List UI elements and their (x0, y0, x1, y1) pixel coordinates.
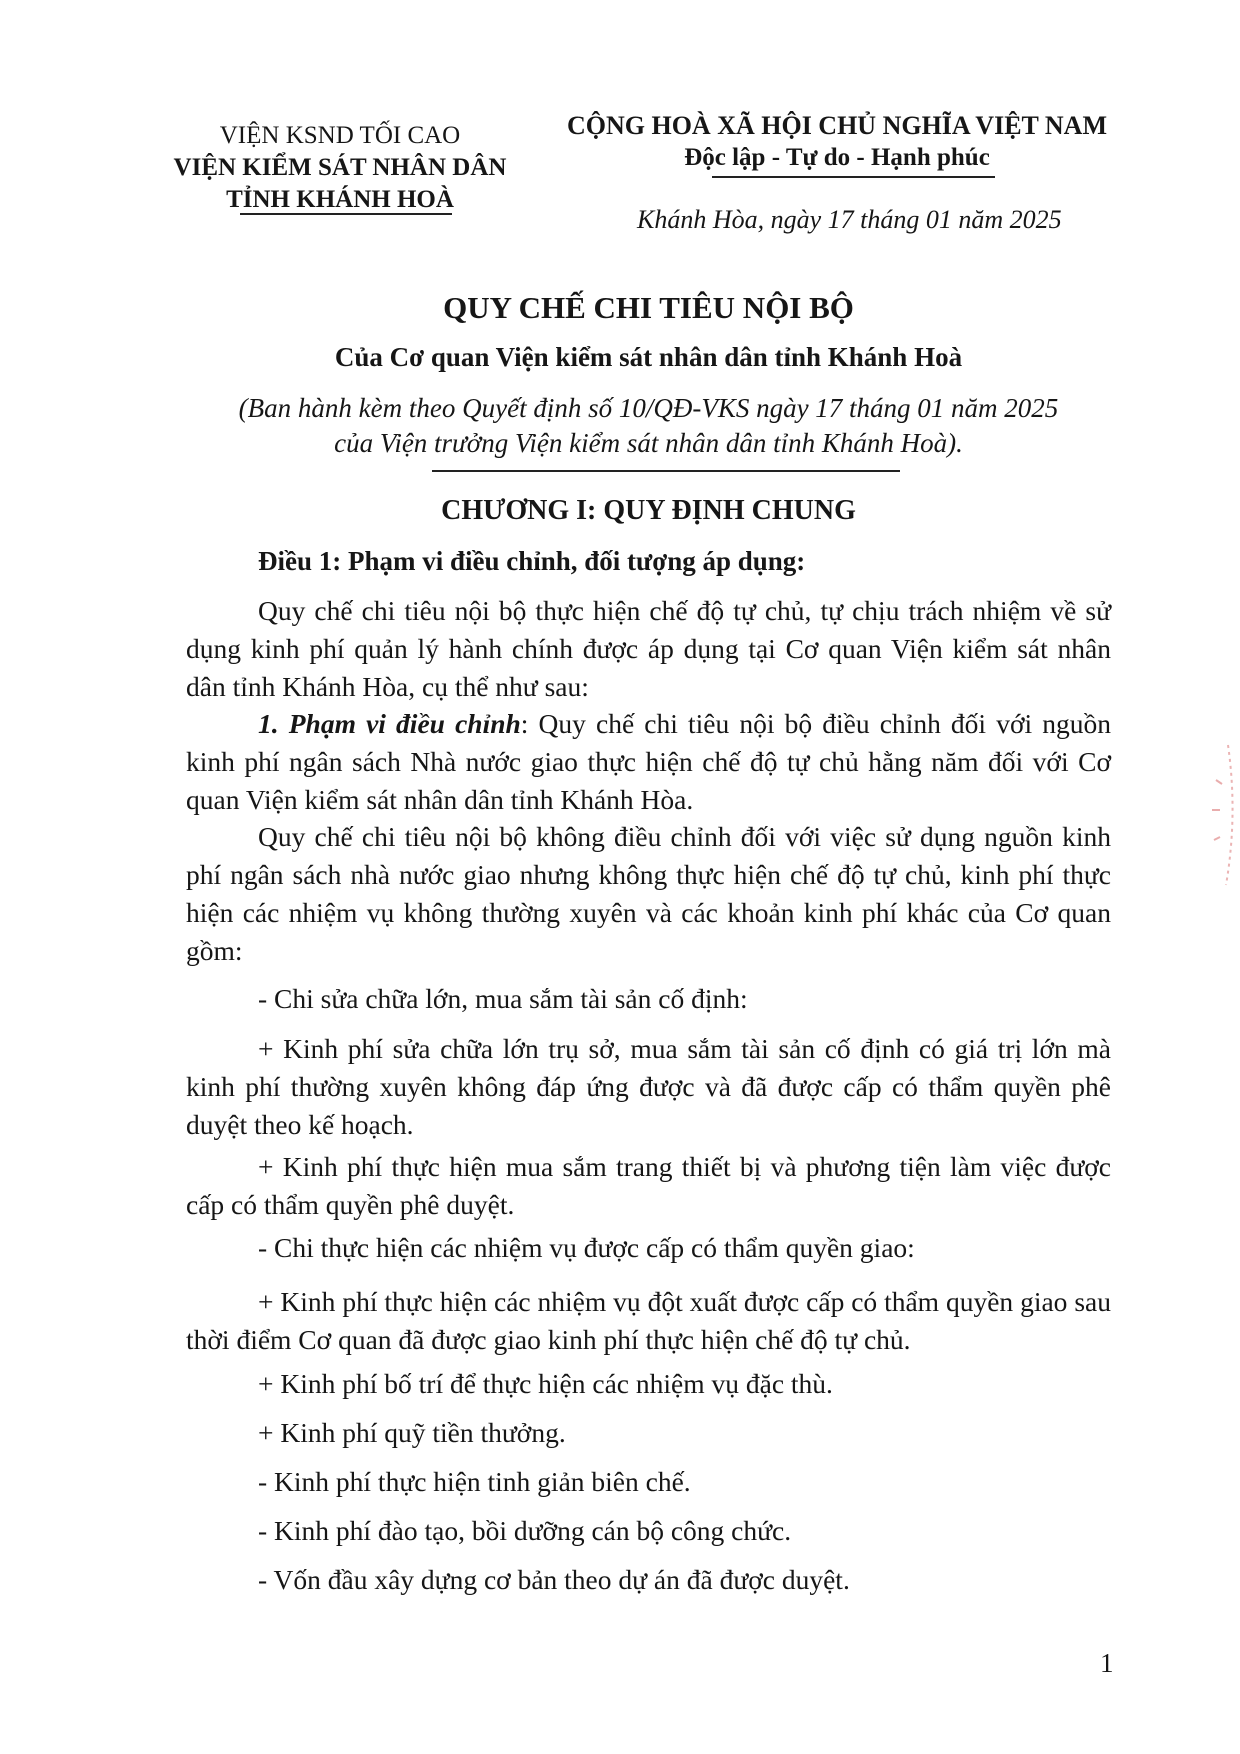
list-item-staff-reduction: - Kinh phí thực hiện tinh giản biên chế. (258, 1466, 691, 1497)
paragraph-scope-intro: Quy chế chi tiêu nội bộ thực hiện chế độ tự chủ, tự chịu trách nhiệm về sử dụng kinh phí quản lý hành chính được áp dụng tại Cơ quan Viện kiểm sát nhân dân tỉnh Khánh Hòa, cụ thể như sau: (186, 595, 1111, 702)
document-subtitle: Của Cơ quan Viện kiểm sát nhân dân tỉnh Khánh Hoà (334, 342, 963, 372)
list-item-urgent-tasks: + Kinh phí thực hiện các nhiệm vụ đột xuất được cấp có thẩm quyền giao sau thời điểm Cơ quan đã được giao kinh phí thực hiện chế độ tự chủ. (186, 1286, 1111, 1355)
title-underline (432, 470, 900, 472)
list-item-special-tasks: + Kinh phí bố trí để thực hiện các nhiệm vụ đặc thù. (258, 1368, 833, 1399)
list-item-equipment-funds: + Kinh phí thực hiện mua sắm trang thiết bị và phương tiện làm việc được cấp có thẩm quyền phê duyệt. (186, 1151, 1111, 1220)
nation-line-1: CỘNG HOÀ XÃ HỘI CHỦ NGHĨA VIỆT NAM (566, 111, 1108, 140)
motto-underline (712, 176, 995, 178)
article-1-heading: Điều 1: Phạm vi điều chỉnh, đối tượng áp dụng: (258, 546, 806, 576)
agency-line-2: VIỆN KIỂM SÁT NHÂN DÂN (173, 154, 507, 181)
issued-note-line-1: (Ban hành kèm theo Quyết định số 10/QĐ-VKS ngày 17 tháng 01 năm 2025 (238, 393, 1059, 423)
paragraph-scope-definition (186, 705, 1111, 819)
nation-motto: Độc lập - Tự do - Hạnh phúc (684, 144, 990, 171)
list-item-bonus-fund: + Kinh phí quỹ tiền thưởng. (258, 1417, 566, 1448)
agency-line-3: TỈNH KHÁNH HOÀ (226, 186, 454, 213)
date-line: Khánh Hòa, ngày 17 tháng 01 năm 2025 (637, 205, 1062, 234)
scope-definition-text: : Quy chế chi tiêu nội bộ điều chỉnh đối với nguồn kinh phí ngân sách Nhà nước giao thực hiện chế độ tự chủ hằng năm đối với Cơ quan Viện kiểm sát nhân dân tỉnh Khánh Hòa. (186, 708, 1111, 815)
scope-definition-lead: 1. Phạm vi điều chỉnh (258, 708, 521, 739)
list-item-training: - Kinh phí đào tạo, bồi dưỡng cán bộ công chức. (258, 1515, 792, 1546)
list-item-assigned-tasks: - Chi thực hiện các nhiệm vụ được cấp có thẩm quyền giao: (258, 1232, 915, 1263)
agency-block (150, 120, 530, 216)
document-title: QUY CHẾ CHI TIÊU NỘI BỘ (443, 290, 854, 325)
chapter-heading: CHƯƠNG I: QUY ĐỊNH CHUNG (441, 495, 856, 526)
list-item-repair-funds: + Kinh phí sửa chữa lớn trụ sở, mua sắm tài sản cố định có giá trị lớn mà kinh phí thường xuyên không đáp ứng được và đã được cấp có thẩm quyền phê duyệt theo kế hoạch. (186, 1033, 1111, 1140)
agency-underline (240, 213, 452, 215)
seal-fragment-icon (1198, 740, 1238, 890)
page-number: 1 (1100, 1648, 1114, 1678)
issued-note-line-2: của Viện trưởng Viện kiểm sát nhân dân tỉnh Khánh Hoà). (334, 428, 963, 458)
list-item-major-repairs: - Chi sửa chữa lớn, mua sắm tài sản cố định: (258, 983, 748, 1014)
list-item-capital-investment: - Vốn đầu xây dựng cơ bản theo dự án đã được duyệt. (258, 1564, 850, 1595)
nation-block (552, 110, 1122, 174)
paragraph-scope-exclusions: Quy chế chi tiêu nội bộ không điều chỉnh đối với việc sử dụng nguồn kinh phí ngân sách nhà nước giao nhưng không thực hiện chế độ tự chủ, kinh phí thực hiện các nhiệm vụ không thường xuyên và các khoản kinh phí khác của Cơ quan gồm: (186, 821, 1111, 966)
agency-line-1: VIỆN KSND TỐI CAO (219, 122, 461, 149)
